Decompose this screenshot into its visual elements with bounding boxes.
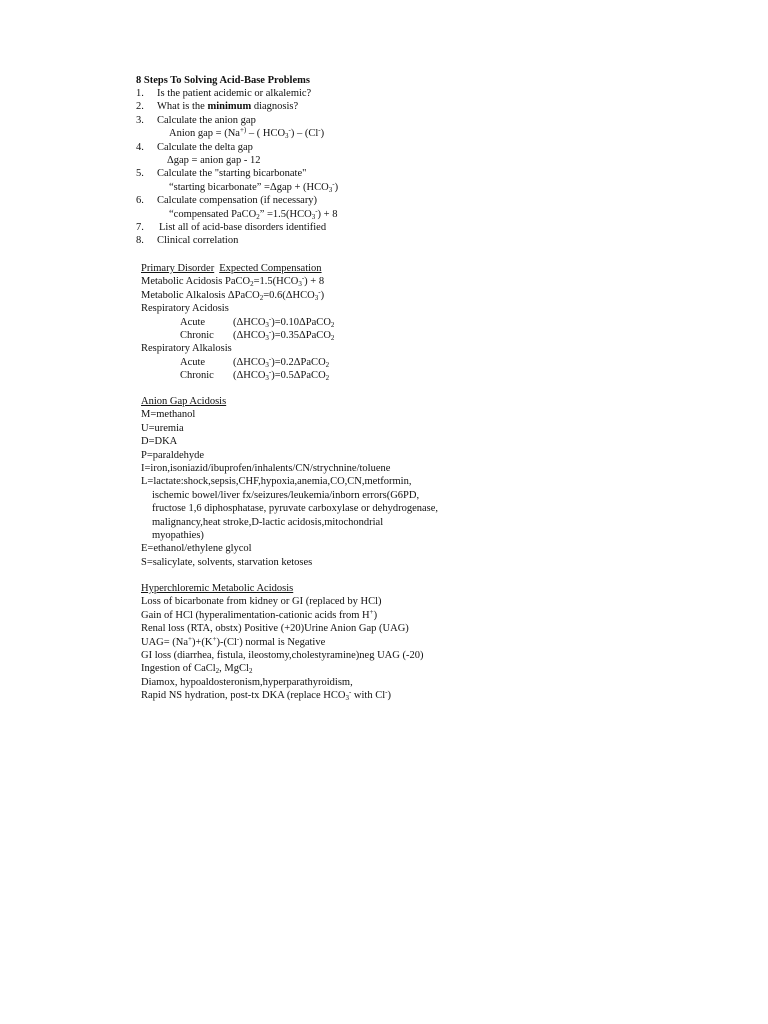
list-item: 7. List all of acid-base disorders identified xyxy=(136,222,327,234)
hyperchloremic-heading: Hyperchloremic Metabolic Acidosis xyxy=(141,583,294,594)
list-item: Renal loss (RTA, obstx) Positive (+20)Urine Anion Gap (UAG) xyxy=(141,623,409,635)
list-item: L=lactate:shock,sepsis,CHF,hypoxia,anemia,CO,CN,metformin, xyxy=(141,476,412,488)
list-item: E=ethanol/ethylene glycol xyxy=(141,543,252,555)
list-item: S=salicylate, solvents, starvation ketoses xyxy=(141,556,313,568)
compensation-header: Primary Disorder Expected Compensation xyxy=(141,263,322,274)
list-item: 2. What is the minimum diagnosis? xyxy=(136,101,299,113)
list-item: P=paraldehyde xyxy=(141,449,205,461)
list-item: 6. Calculate compensation (if necessary) xyxy=(136,195,318,207)
respiratory-acidosis-chronic-row: Chronic $(\Delta HCO_3^-)=0.35\Delta PaCO_2$ xyxy=(180,327,335,342)
list-item: Gain of HCl (hyperalimentation-cationic acids from H+) xyxy=(141,607,378,621)
list-item: Loss of bicarbonate from kidney or GI (replaced by HCl) xyxy=(141,596,382,608)
document-title: 8 Steps To Solving Acid-Base Problems xyxy=(136,75,310,86)
list-item: 5. Calculate the "starting bicarbonate" xyxy=(136,168,307,180)
list-item: myopathies) xyxy=(152,529,204,541)
list-item: D=DKA xyxy=(141,436,178,448)
anion-gap-formula: Anion gap = (Na+) – ( $HCO_3^-) - (Cl^-)$ xyxy=(169,126,325,141)
list-item: fructose 1,6 diphosphatase, pyruvate carboxylase or dehydrogenase, xyxy=(152,503,439,515)
anion-gap-heading: Anion Gap Acidosis xyxy=(141,396,227,407)
respiratory-acidosis-acute-row: Acute $(\Delta HCO_3^-)=0.10\Delta PaCO_2$ xyxy=(180,314,335,329)
respiratory-alkalosis-label: Respiratory Alkalosis xyxy=(141,343,232,355)
respiratory-acidosis-label: Respiratory Acidosis xyxy=(141,303,229,315)
anion-gap-section xyxy=(141,395,438,569)
compensation-formula: “compensated PaCO$_2$” $=1.5(HCO_3^-) + 8$ xyxy=(169,206,338,221)
list-item: malignancy,heat stroke,D-lactic acidosis,mitochondrial xyxy=(152,516,384,528)
hyperchloremic-section xyxy=(141,582,423,703)
delta-gap-formula: Δgap = anion gap - 12 xyxy=(167,155,261,167)
starting-bicarbonate-formula: “starting bicarbonate” $=\Delta gap + (HCO_3^-)$ xyxy=(169,179,339,194)
steps-list xyxy=(136,87,338,248)
list-item: I=iron,isoniazid/ibuprofen/inhalents/CN/strychnine/toluene xyxy=(141,462,391,474)
list-item: U=uremia xyxy=(141,422,184,434)
metabolic-alkalosis-row: Metabolic Alkalosis $\Delta PaCO_2=0.6(\Delta HCO_3^-)$ xyxy=(141,287,325,302)
list-item: Rapid NS hydration, post-tx DKA (replace $HCO_3^-$ with Cl-) xyxy=(141,688,391,703)
compensation-table xyxy=(141,262,334,383)
list-item: UAG= (Na+)+(K+)-(Cl-) normal is Negative xyxy=(141,634,326,648)
list-item: ischemic bowel/liver fx/seizures/leukemia/inborn errors(G6PD, xyxy=(152,489,420,501)
metabolic-acidosis-row: Metabolic Acidosis $PaCO_2=1.5(HCO_3^-) + 8$ xyxy=(141,274,325,289)
list-item: 4. Calculate the delta gap xyxy=(136,141,253,153)
list-item: 1. Is the patient acidemic or alkalemic? xyxy=(136,88,312,99)
list-item: Ingestion of CaCl$_2$, MgCl$_2$ xyxy=(141,663,253,676)
list-item: 3. Calculate the anion gap xyxy=(136,114,256,126)
list-item: M=methanol xyxy=(141,409,196,421)
respiratory-alkalosis-acute-row: Acute $(\Delta HCO_3^-)=0.2\Delta PaCO_2$ xyxy=(180,354,330,369)
list-item: 8. Clinical correlation xyxy=(136,235,239,247)
list-item: GI loss (diarrhea, fistula, ileostomy,cholestyramine)neg UAG (-20) xyxy=(141,649,424,661)
list-item: Diamox, hypoaldosteronism,hyperparathyroidism, xyxy=(141,676,353,688)
respiratory-alkalosis-chronic-row: Chronic $(\Delta HCO_3^-)=0.5\Delta PaCO_2$ xyxy=(180,368,330,383)
